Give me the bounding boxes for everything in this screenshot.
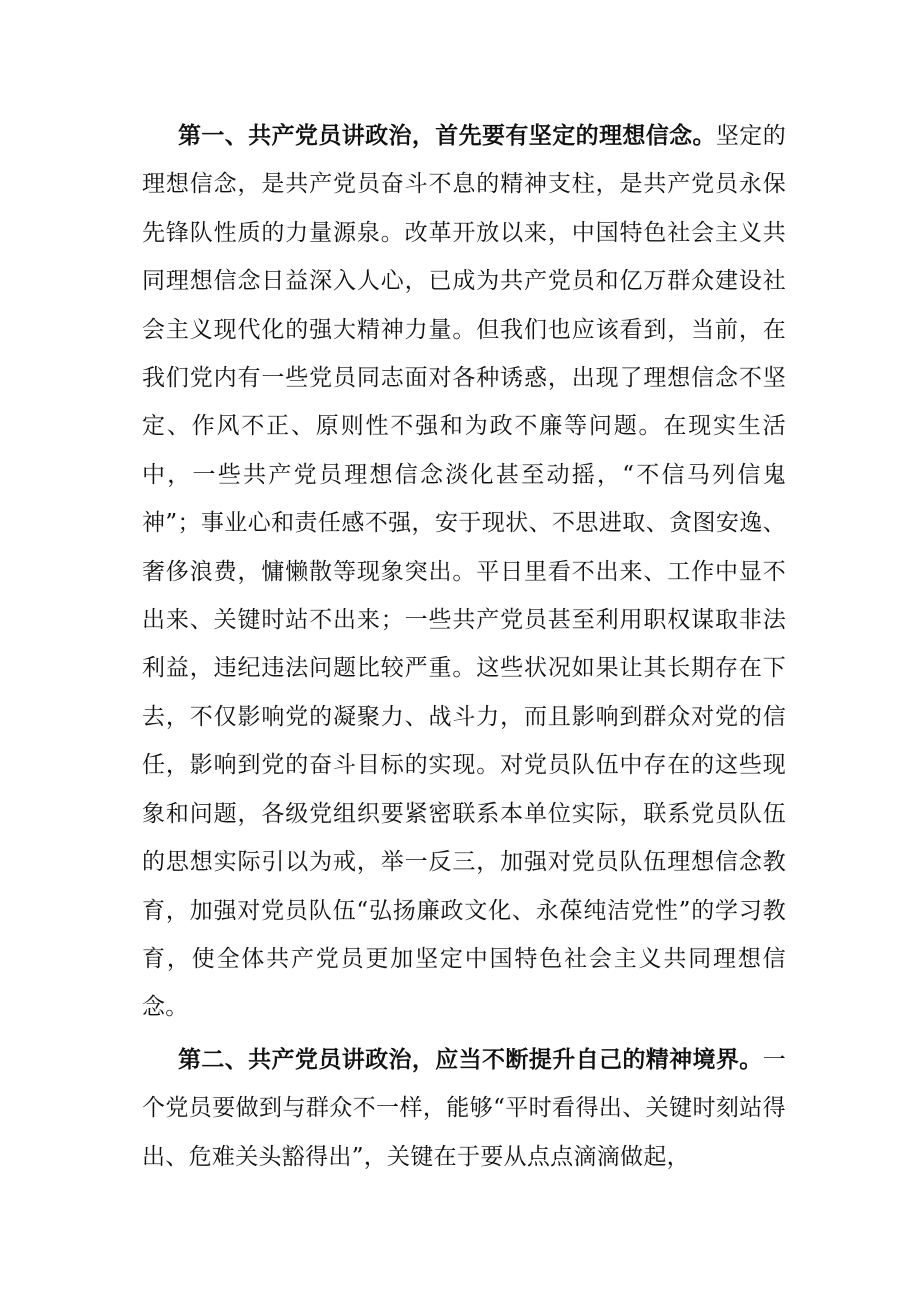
paragraph-spiritual-realm: [142, 1036, 786, 1181]
paragraph-heading: 第一、共产党员讲政治，首先要有坚定的理想信念。: [178, 122, 716, 149]
paragraph-body: 一个党员要做到与群众不一样，能够“平时看得出、关键时刻站得出、危难关头豁得出”，关键在于要从点点滴滴做起，: [142, 1046, 786, 1170]
paragraph-ideals-and-beliefs: [142, 112, 786, 1032]
paragraph-heading: 第二、共产党员讲政治，应当不断提升自己的精神境界。: [178, 1045, 763, 1073]
document-page: [142, 112, 786, 1181]
paragraph-body: 坚定的理想信念，是共产党员奋斗不息的精神支柱，是共产党员永保先锋队性质的力量源泉。改革开放以来，中国特色社会主义共同理想信念日益深入人心，已成为共产党员和亿万群众建设社会主义现代化的强大精神力量。但我们也应该看到，当前，在我们党内有一些党员同志面对各种诱惑，出现了理想信念不坚定、作风不正、原则性不强和为政不廉等问题。在现实生活中，一些共产党员理想信念淡化甚至动摇，“不信马列信鬼神”；事业心和责任感不强，安于现状、不思进取、贪图安逸、奢侈浪费，慵懒散等现象突出。平日里看不出来、工作中显不出来、关键时站不出来；一些共产党员甚至利用职权谋取非法利益，违纪违法问题比较严重。这些状况如果让其长期存在下去，不仅影响党的凝聚力、战斗力，而且影响到群众对党的信任，影响到党的奋斗目标的实现。对党员队伍中存在的这些现象和问题，各级党组织要紧密联系本单位实际，联系党员队伍的思想实际引以为戒，举一反三，加强对党员队伍理想信念教育，加强对党员队伍“弘扬廉政文化、永葆纯洁党性”的学习教育，使全体共产党员更加坚定中国特色社会主义共同理想信念。: [142, 123, 786, 1021]
